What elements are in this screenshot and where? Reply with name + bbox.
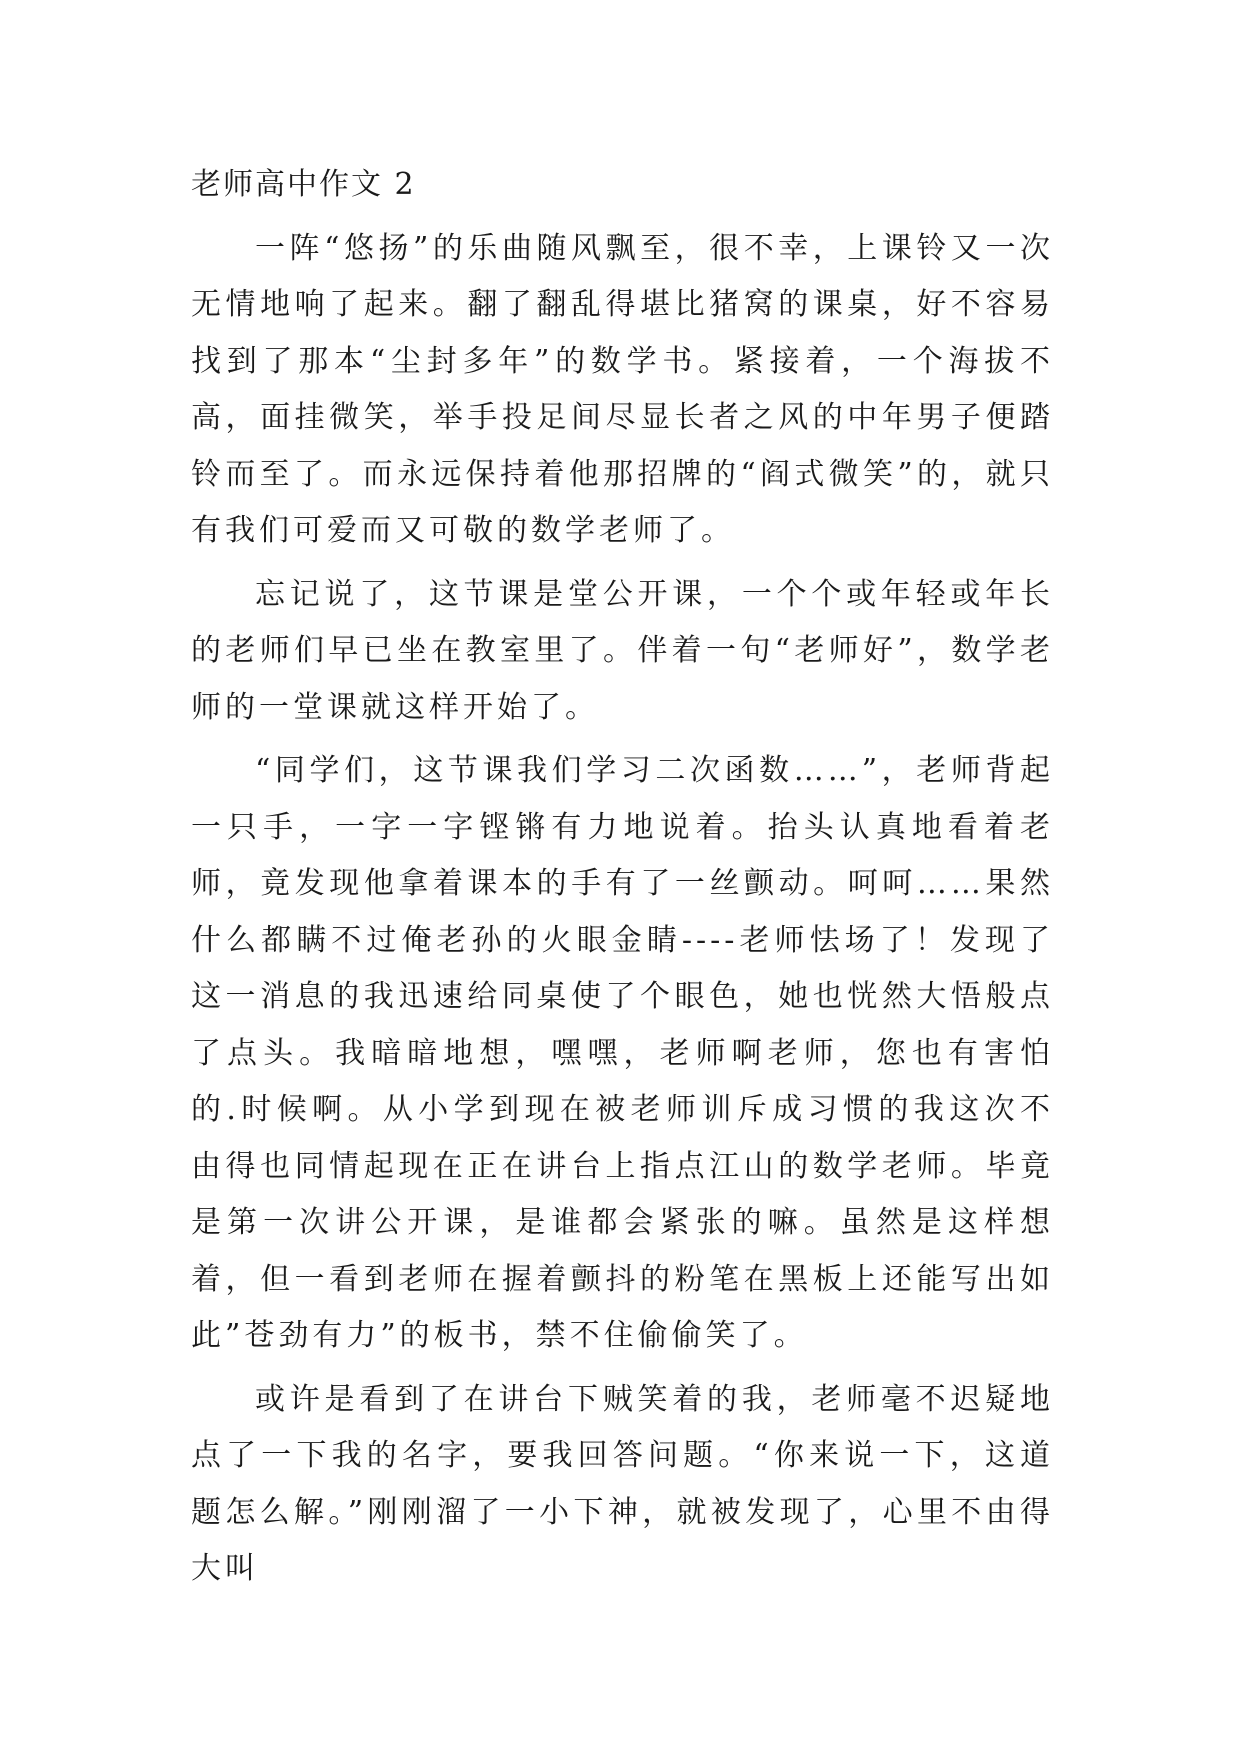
- paragraph-4: 或许是看到了在讲台下贼笑着的我，老师毫不迟疑地点了一下我的名字，要我回答问题。“你来说一下，这道题怎么解。”刚刚溜了一小下神，就被发现了，心里不由得大叫: [191, 1381, 1054, 1586]
- document-title: 老师高中作文 2: [191, 167, 416, 202]
- document-body: [191, 157, 1054, 1605]
- paragraph-3: “同学们，这节课我们学习二次函数……”，老师背起一只手，一字一字铿锵有力地说着。抬头认真地看着老师，竟发现他拿着课本的手有了一丝颤动。呵呵……果然什么都瞒不过俺老孙的火眼金睛----老师怯场了！发现了这一消息的我迅速给同桌使了个眼色，她也恍然大悟般点了点头。我暗暗地想，嘿嘿，老师啊老师，您也有害怕的.时候啊。从小学到现在被老师训斥成习惯的我这次不由得也同情起现在正在讲台上指点江山的数学老师。毕竟是第一次讲公开课，是谁都会紧张的嘛。虽然是这样想着，但一看到老师在握着颤抖的粉笔在黑板上还能写出如此”苍劲有力”的板书，禁不住偷偷笑了。: [191, 753, 1054, 1353]
- paragraph-1: 一阵“悠扬”的乐曲随风飘至，很不幸，上课铃又一次无情地响了起来。翻了翻乱得堪比猪窝的课桌，好不容易找到了那本“尘封多年”的数学书。紧接着，一个海拔不高，面挂微笑，举手投足间尽显长者之风的中年男子便踏铃而至了。而永远保持着他那招牌的“阎式微笑”的，就只有我们可爱而又可敬的数学老师了。: [191, 230, 1054, 548]
- paragraph-2: 忘记说了，这节课是堂公开课，一个个或年轻或年长的老师们早已坐在教室里了。伴着一句“老师好”，数学老师的一堂课就这样开始了。: [191, 576, 1054, 725]
